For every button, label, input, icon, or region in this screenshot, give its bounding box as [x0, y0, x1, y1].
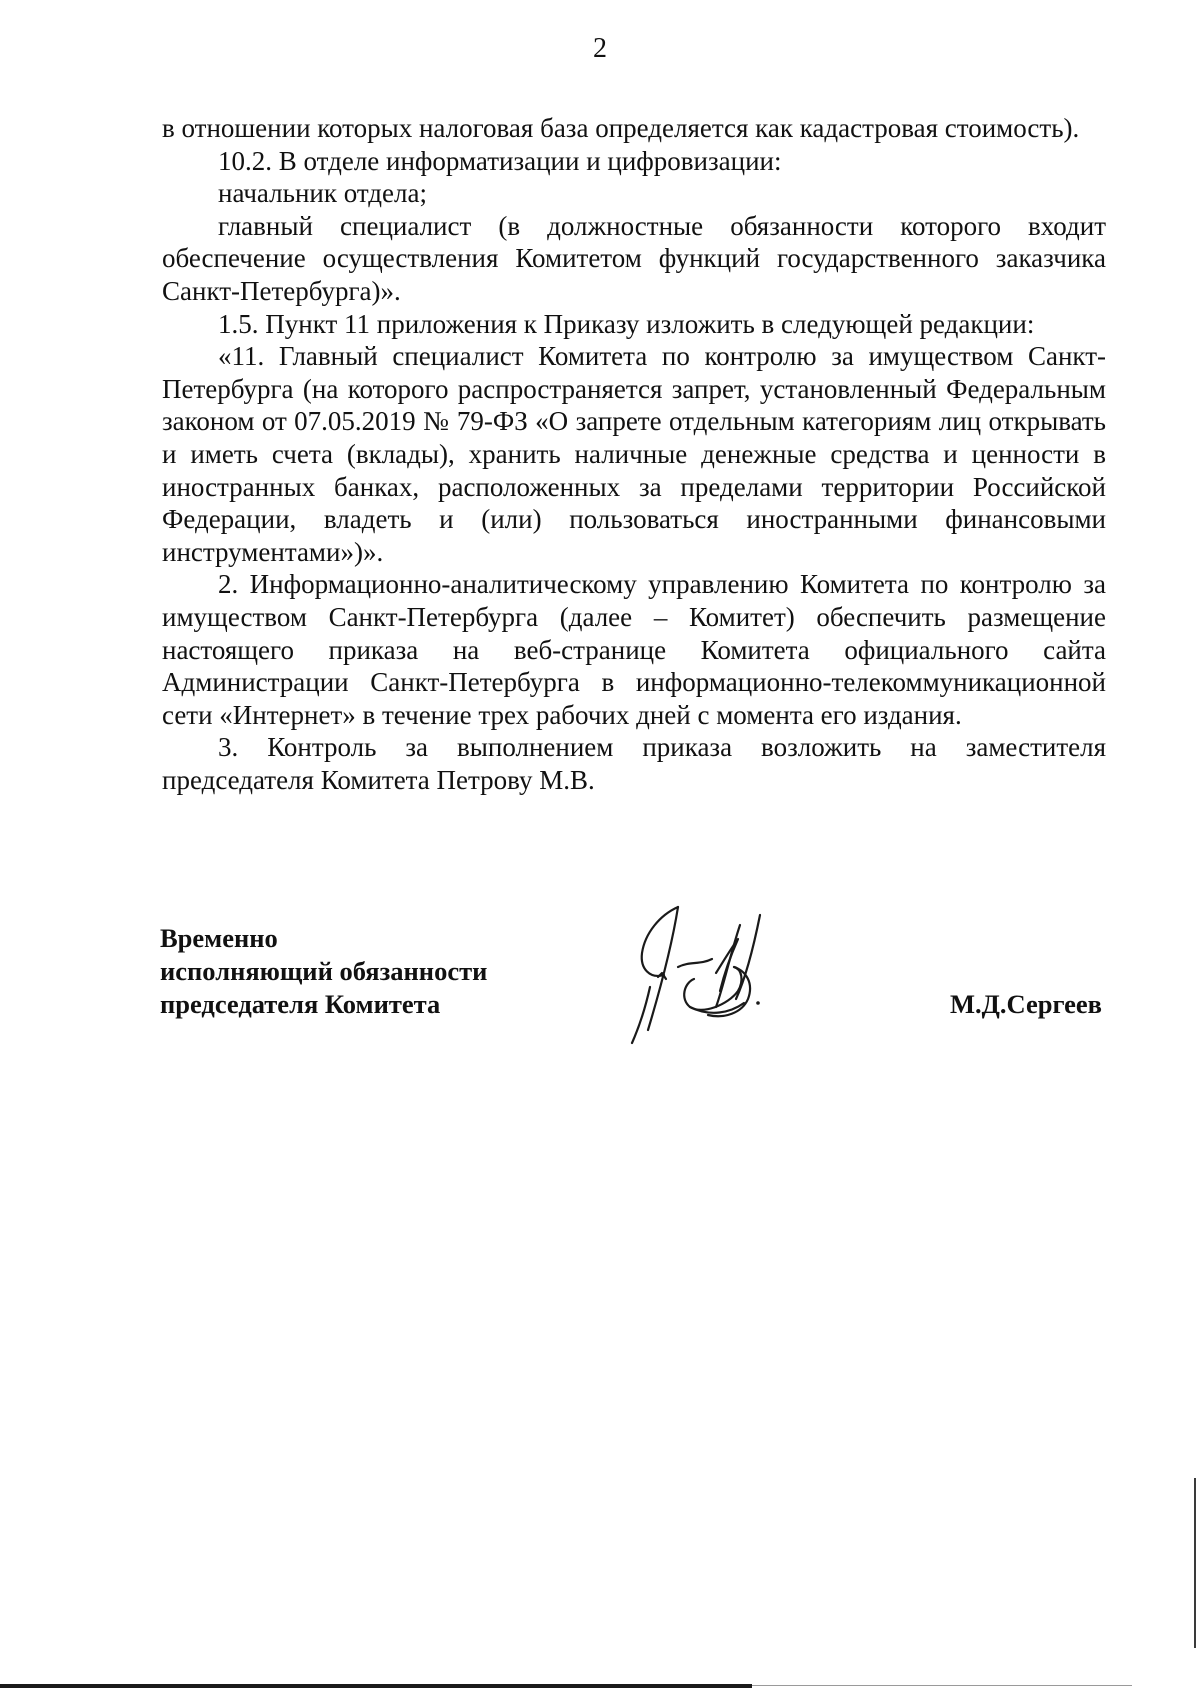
handwritten-signature — [620, 895, 800, 1055]
scan-edge-mark — [1194, 1478, 1196, 1648]
scan-edge-line — [0, 1684, 752, 1688]
signatory-title-line: председателя Комитета — [160, 989, 441, 1019]
signatory-title-line: Временно — [160, 923, 278, 953]
paragraph: 10.2. В отделе информатизации и цифровизации: — [218, 145, 782, 176]
scan-edge-line — [752, 1685, 1132, 1686]
paragraph: 2. Информационно-аналитическому управлению Комитета по контролю за имуществом Санкт-Петербурга (далее – Комитет) обеспечить размещение настоящего приказа на веб-странице Комитета официального сайта Администрации Санкт-Петербурга в информационно-телекоммуникационной сети «Интернет» в течение трех рабочих дней с момента его издания. — [162, 569, 1106, 730]
signatory-title — [160, 922, 487, 1021]
paragraph: «11. Главный специалист Комитета по контролю за имуществом Санкт-Петербурга (на которого распространяется запрет, установленный Федеральным законом от 07.05.2019 № 79-ФЗ «О запрете отдельным категориям лиц открывать и иметь счета (вклады), хранить наличные денежные средства и ценности в иностранных банках, расположенных за пределами территории Российской Федерации, владеть и (или) пользоваться иностранными финансовыми инструментами»)». — [162, 341, 1106, 567]
paragraph: главный специалист (в должностные обязанности которого входит обеспечение осуществления Комитетом функций государственного заказчика Санкт-Петербурга)». — [162, 210, 1106, 306]
document-body — [162, 112, 1106, 796]
paragraph: 1.5. Пункт 11 приложения к Приказу изложить в следующей редакции: — [218, 308, 1035, 339]
paragraph: начальник отдела; — [218, 178, 427, 209]
page-number: 2 — [593, 33, 607, 64]
paragraph: 3. Контроль за выполнением приказа возложить на заместителя председателя Комитета Петрову М.В. — [162, 732, 1106, 795]
signatory-name: М.Д.Сергеев — [950, 989, 1102, 1019]
signatory-title-line: исполняющий обязанности — [160, 956, 488, 986]
paragraph: в отношении которых налоговая база определяется как кадастровая стоимость). — [162, 113, 1080, 143]
